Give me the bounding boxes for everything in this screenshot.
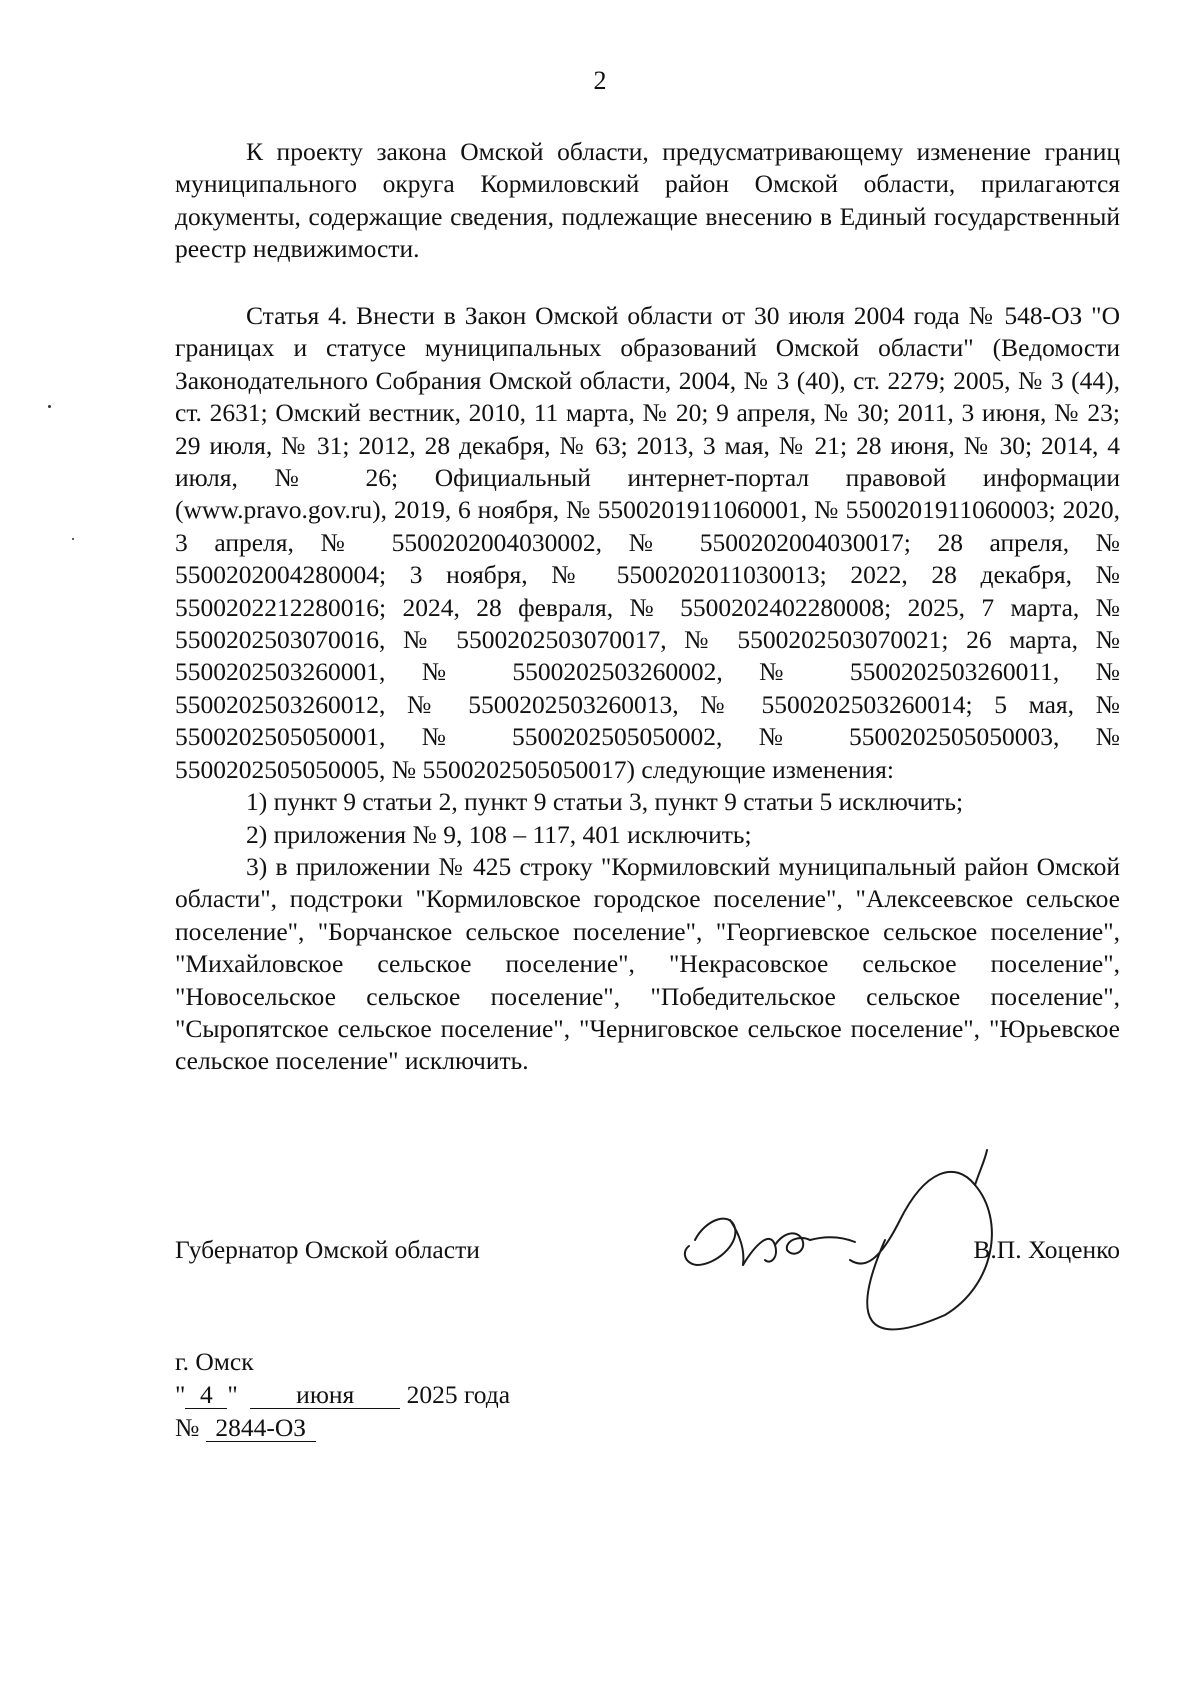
date-quote-open: " bbox=[175, 1380, 186, 1409]
intro-paragraph-block bbox=[175, 136, 1120, 266]
handwritten-signature bbox=[675, 1100, 1055, 1340]
signatory-name: В.П. Хоценко bbox=[973, 1235, 1120, 1264]
law-number-line bbox=[175, 1411, 510, 1444]
law-number-prefix: № bbox=[175, 1413, 200, 1442]
date-month: июня bbox=[250, 1382, 400, 1409]
date-line bbox=[175, 1378, 510, 1411]
date-day: 4 bbox=[185, 1382, 227, 1409]
city: г. Омск bbox=[175, 1347, 254, 1376]
date-quote-close: " bbox=[227, 1380, 238, 1409]
law-number: 2844-ОЗ bbox=[206, 1415, 316, 1442]
signature-row bbox=[175, 1235, 1120, 1275]
signatory-title: Губернатор Омской области bbox=[175, 1235, 480, 1264]
article-4-text: Статья 4. Внести в Закон Омской области от 30 июля 2004 года № 548-ОЗ "О границах и статусе муниципальных образований Омской области" (Ведомости Законодательного Собрания Омской области, 2004, № 3 (40), ст. 2279; 2005, № 3 (44), ст. 2631; Омский вестник, 2010, 11 марта, № 20; 9 апреля, № 30; 2011, 3 июня, № 23; 29 июля, № 31; 2012, 28 декабря, № 63; 2013, 3 мая, № 21; 28 июня, № 30; 2014, 4 июля, № 26; Официальный интернет-портал правовой информации (www.pravo.gov.ru), 2019, 6 ноября, № 5500201911060001, № 5500201911060003; 2020, 3 апреля, № 5500202004030002, № 5500202004030017; 28 апреля, № 5500202004280004; 3 ноября, № 5500202011030013; 2022, 28 декабря, № 5500202212280016; 2024, 28 февраля, № 5500202402280008; 2025, 7 марта, № 5500202503070016, № 5500202503070017, № 5500202503070021; 26 марта, № 5500202503260001, № 5500202503260002, № 5500202503260011, № 5500202503260012, № 5500202503260013, № 5500202503260014; 5 мая, № 5500202505050001, № 5500202505050002, № 5500202505050003, № 5500202505050005, № 5500202505050017) следующие изменения: bbox=[175, 301, 1120, 784]
place-date-number-block bbox=[175, 1345, 510, 1444]
city-line bbox=[175, 1345, 510, 1378]
date-year: 2025 года bbox=[406, 1380, 511, 1409]
article-item: 2) приложения № 9, 108 – 117, 401 исключить; bbox=[246, 819, 752, 849]
intro-paragraph: К проекту закона Омской области, предусматривающему изменение границ муниципального округа Кормиловский район Омской области, прилагаются документы, содержащие сведения, подлежащие внесению в Единый государственный реестр недвижимости. bbox=[175, 137, 1120, 264]
scan-speck bbox=[48, 405, 51, 408]
page-number: 2 bbox=[593, 66, 607, 95]
scan-speck bbox=[72, 538, 74, 540]
article-item: 1) пункт 9 статьи 2, пункт 9 статьи 3, пункт 9 статьи 5 исключить; bbox=[246, 787, 964, 817]
article-item: 3) в приложении № 425 строку "Кормиловский муниципальный район Омской области", подстроки "Кормиловское городское поселение", "Алексеевское сельское поселение", "Борчанское сельское поселение", "Георгиевское сельское поселение", "Михайловское сельское поселение", "Некрасовское сельское поселение", "Новосельское сельское поселение", "Победительское сельское поселение", "Сыропятское сельское поселение", "Черниговское сельское поселение", "Юрьевское сельское поселение" исключить. bbox=[175, 851, 1120, 1076]
article-4-block bbox=[175, 300, 1120, 1078]
